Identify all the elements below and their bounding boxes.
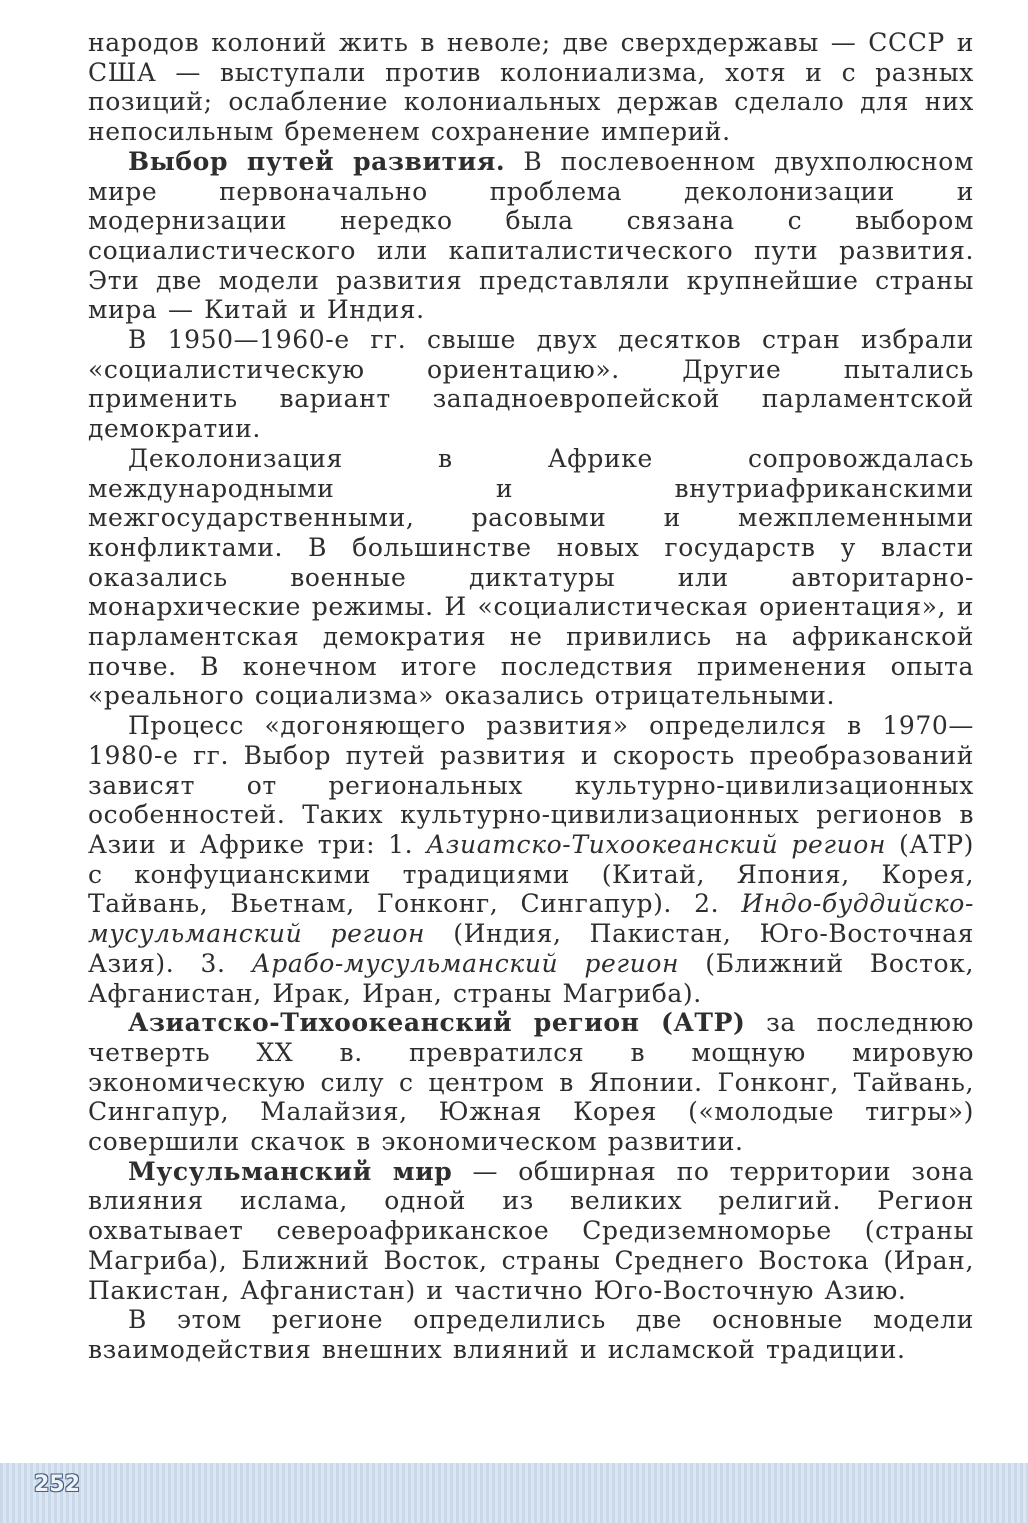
paragraph-6: Азиатско-Тихоокеанский регион (АТР) за последнюю четверть XX в. превратился в мощную мировую экономическую силу с центром в Японии. Гонконг, Тайвань, Сингапур, Малайзия, Южная Корея («молодые тигры») совершили скачок в экономическом развитии.: [88, 1008, 974, 1157]
paragraph-7: Мусульманский мир — обширная по территории зона влияния ислама, одной из великих религий. Регион охватывает североафриканское Средиземноморье (страны Магриба), Ближний Восток, страны Среднего Востока (Иран, Пакистан, Афганистан) и частично Юго-Восточную Азию.: [88, 1156, 974, 1305]
page-number: 252: [34, 1472, 80, 1497]
paragraph-5: Процесс «догоняющего развития» определился в 1970—1980-е гг. Выбор путей развития и скорость преобразований зависят от региональных культурно-цивилизационных особенностей. Таких культурно-цивилизационных регионов в Азии и Африке три: 1. Азиатско-Тихоокеанский регион (АТР) с конфуцианскими традициями (Китай, Япония, Корея, Тайвань, Вьетнам, Гонконг, Сингапур). 2. Индо-буддийско-мусульманский регион (Индия, Пакистан, Юго-Восточная Азия). 3. Арабо-мусульманский регион (Ближний Восток, Афганистан, Ирак, Иран, страны Магриба).: [88, 711, 974, 1008]
paragraph-3: В 1950—1960-е гг. свыше двух десятков стран избрали «социалистическую ориентацию». Другие пытались применить вариант западноевропейской парламентской демократии.: [88, 325, 974, 444]
paragraph-heading: Мусульманский мир: [128, 1156, 453, 1186]
region-term-1: Азиатско-Тихоокеанский регион: [426, 829, 887, 859]
region-term-2: Индо-буддийско-мусульманский регион: [88, 889, 974, 949]
region-term-3: Арабо-мусульманский регион: [251, 948, 680, 978]
paragraph-1: народов колоний жить в неволе; две сверхдержавы — СССР и США — выступали против колониализма, хотя и с разных позиций; ослабление колониальных держав сделало для них непосильным бременем сохранение империй.: [88, 28, 974, 147]
paragraph-8: В этом регионе определились две основные модели взаимодействия внешних влияний и исламской традиции.: [88, 1305, 974, 1364]
paragraph-heading: Выбор путей развития.: [128, 146, 506, 176]
paragraph-4: Деколонизация в Африке сопровождалась международными и внутриафриканскими межгосударственными, расовыми и межплеменными конфликтами. В большинстве новых государств у власти оказались военные диктатуры или авторитарно-монархические режимы. И «социалистическая ориентация», и парламентская демократия не привились на африканской почве. В конечном итоге последствия применения опыта «реального социализма» оказались отрицательными.: [88, 443, 974, 711]
paragraph-heading: Азиатско-Тихоокеанский регион (АТР): [128, 1008, 746, 1038]
footer-band: [0, 1463, 1028, 1523]
page-body: [88, 28, 974, 1365]
paragraph-2: Выбор путей развития. В послевоенном двухполюсном мире первоначально проблема деколонизации и модернизации нередко была связана с выбором социалистического или капиталистического пути развития. Эти две модели развития представляли крупнейшие страны мира — Китай и Индия.: [88, 146, 974, 325]
